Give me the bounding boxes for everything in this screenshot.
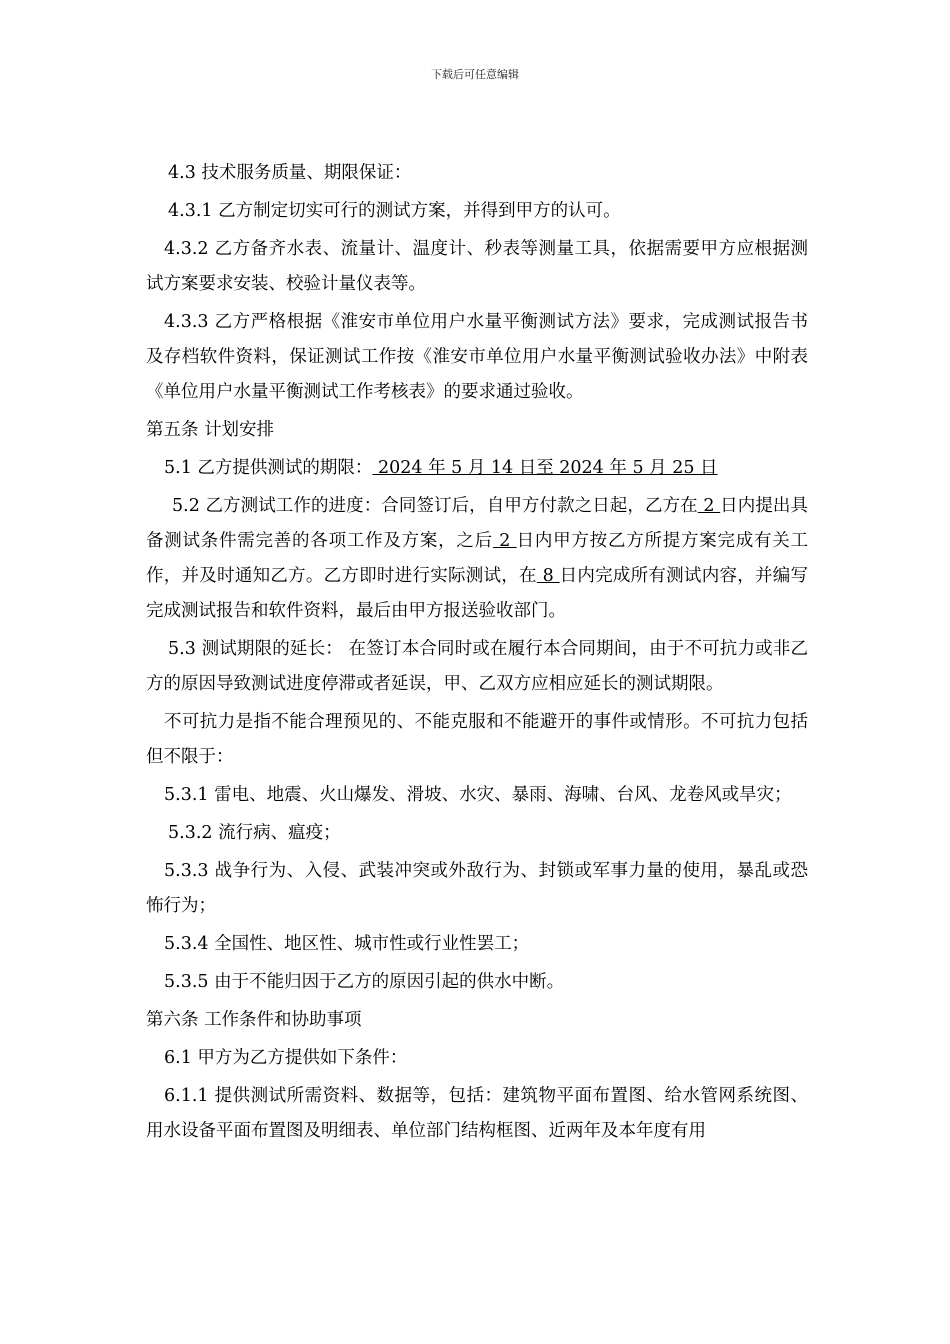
paragraph-text: 日内提出具备测试条件需完善的各项工作及方案，之后: [146, 496, 808, 551]
paragraph: 5.3.4 全国性、地区性、城市性或行业性罢工；: [164, 934, 530, 954]
paragraph: 4.3.3 乙方严格根据《淮安市单位用户水量平衡测试方法》要求，完成测试报告书及存档软件资料，保证测试工作按《淮安市单位用户水量平衡测试验收办法》中附表《单位用户水量平衡测试工作考核表》的要求通过验收。: [146, 312, 808, 402]
paragraph-text: 5.1 乙方提供测试的期限：: [164, 458, 373, 478]
underlined-days: 2: [697, 496, 721, 516]
paragraph: 不可抗力是指不能合理预见的、不能克服和不能避开的事件或情形。不可抗力包括但不限于：: [146, 712, 808, 767]
paragraph-text: 日内完成所有测试内容，并编写完成测试报告和软件资料，最后由甲方报送验收部门。: [146, 566, 809, 621]
paragraph-text: 5.2 乙方测试工作的进度：合同签订后，自甲方付款之日起，乙方在: [172, 496, 698, 516]
section-heading: 第五条 计划安排: [146, 420, 275, 440]
paragraph: 4.3.2 乙方备齐水表、流量计、温度计、秒表等测量工具，依据需要甲方应根据测试方案要求安装、校验计量仪表等。: [146, 239, 808, 294]
paragraph-text: 日内甲方按乙方所提方案完成有关工作，并及时通知乙方。乙方即时进行实际测试，在: [146, 531, 809, 586]
page-header: 下载后可任意编辑: [431, 68, 519, 81]
paragraph: 5.3.1 雷电、地震、火山爆发、滑坡、水灾、暴雨、海啸、台风、龙卷风或旱灾；: [164, 785, 792, 805]
underlined-days: 2: [492, 531, 517, 551]
paragraph: 5.3 测试期限的延长： 在签订本合同时或在履行本合同期间，由于不可抗力或非乙方的原因导致测试进度停滞或者延误，甲、乙双方应相应延长的测试期限。: [146, 639, 808, 694]
paragraph: 4.3 技术服务质量、期限保证：: [168, 163, 412, 183]
paragraph: 5.3.3 战争行为、入侵、武装冲突或外敌行为、封锁或军事力量的使用，暴乱或恐怖行为；: [146, 861, 808, 916]
underlined-date-range: 2024 年 5 月 14 日至 2024 年 5 月 25 日: [372, 458, 718, 478]
paragraph: 6.1 甲方为乙方提供如下条件：: [164, 1048, 408, 1068]
paragraph: 6.1.1 提供测试所需资料、数据等，包括：建筑物平面布置图、给水管网系统图、用水设备平面布置图及明细表、单位部门结构框图、近两年及本年度有用: [146, 1086, 808, 1141]
paragraph: [146, 489, 808, 629]
paragraph: 4.3.1 乙方制定切实可行的测试方案，并得到甲方的认可。: [168, 201, 621, 221]
document-body: [146, 156, 808, 1152]
paragraph: [146, 451, 808, 486]
paragraph: 5.3.2 流行病、瘟疫；: [168, 823, 341, 843]
section-heading: 第六条 工作条件和协助事项: [146, 1010, 362, 1030]
paragraph: 5.3.5 由于不能归因于乙方的原因引起的供水中断。: [164, 972, 565, 992]
underlined-days: 8: [536, 566, 560, 586]
